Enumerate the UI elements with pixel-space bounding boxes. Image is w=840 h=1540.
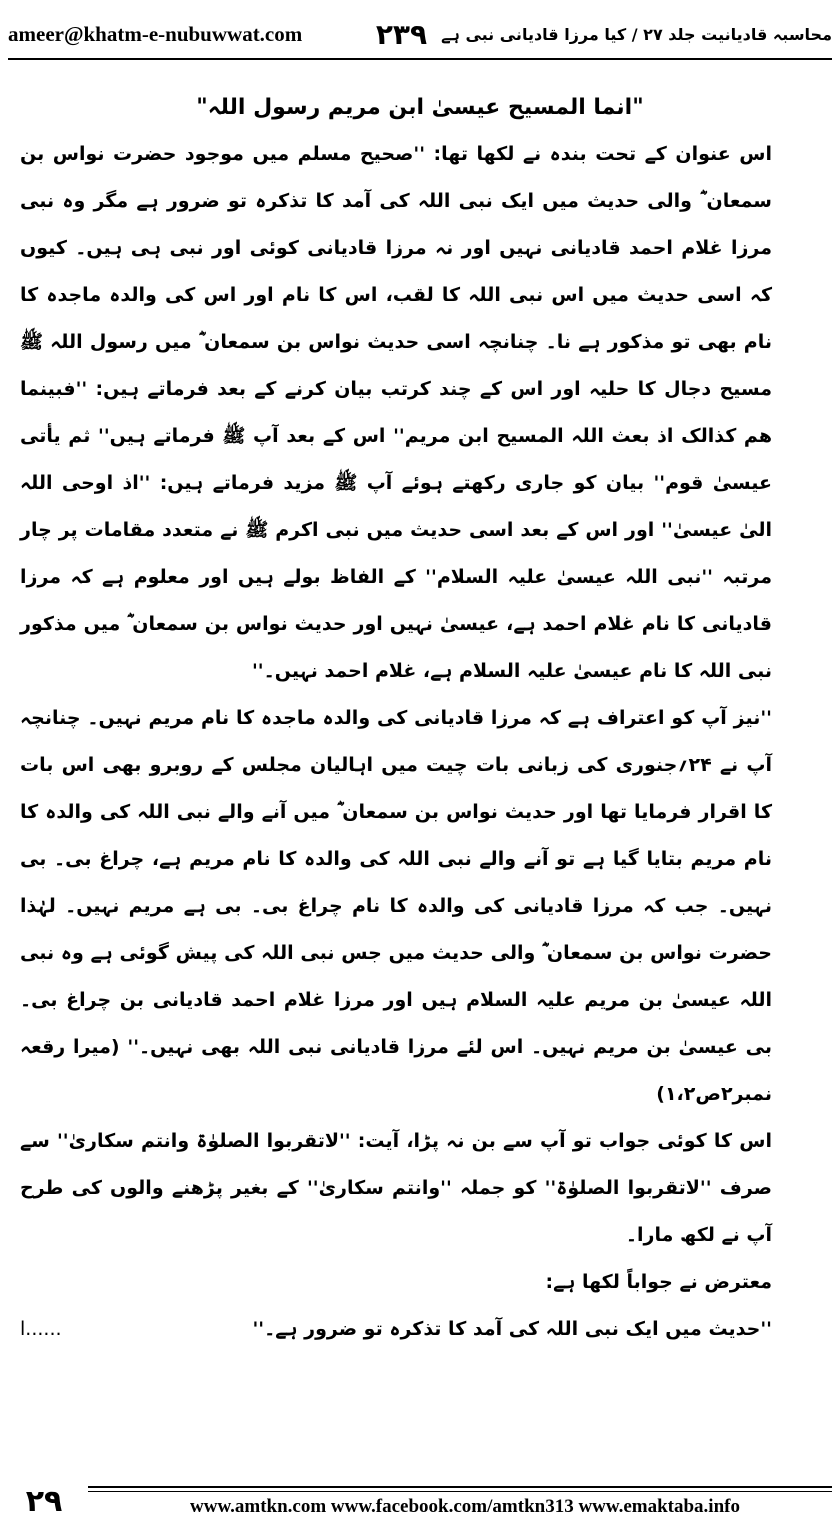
section-heading: "انما المسیح عیسیٰ ابن مریم رسول اللہ" [196, 95, 644, 120]
footer-rule [88, 1486, 832, 1488]
footer-rule-thin [88, 1491, 832, 1492]
footnote-line [20, 1306, 820, 1353]
header-page-number: ۲۳۹ [375, 17, 428, 51]
paragraph-4: معترض نے جواباً لکھا ہے: [545, 1271, 772, 1293]
paragraph-2: ''نیز آپ کو اعتراف ہے کہ مرزا قادیانی کی والدہ ماجدہ کا نام مریم نہیں۔ چنانچہ آپ نے ۲۴؍جنوری کی زبانی بات چیت میں اہالیان مجلس کے روبرو بھی اس بات کا اقرار فرمایا تھا اور حدیث نواس بن سمعان ؓ میں آنے والے نبی اللہ کی والدہ کا نام مریم بتایا گیا ہے تو آنے والے نبی اللہ کی والدہ کا نام مریم ہے، چراغ بی۔ بی نہیں۔ جب کہ مرزا قادیانی کی والدہ کا نام چراغ بی۔ بی ہے مریم نہیں۔ لہٰذا حضرت نواس بن سمعان ؓ والی حدیث میں جس نبی اللہ کی پیش گوئی ہے وہ نبی اللہ عیسیٰ بن مریم علیہ السلام ہیں اور مرزا غلام احمد قادیانی بن چراغ بی۔ بی عیسیٰ بن مریم نہیں۔ اس لئے مرزا قادیانی نبی اللہ بھی نہیں۔'' (میرا رقعہ نمبر۲ص۱،۲) [20, 707, 772, 1105]
header-email: ameer@khatm-e-nubuwwat.com [8, 21, 303, 46]
header-right-group [376, 18, 832, 51]
footnote-marker: ا...... [20, 1318, 62, 1340]
footer-links: www.amtkn.com www.facebook.com/amtkn313 www.emaktaba.info [190, 1496, 740, 1517]
page-body [20, 84, 820, 1353]
page-header [8, 14, 832, 54]
paragraph-3: اس کا کوئی جواب تو آپ سے بن نہ پڑا، آیت: ''لاتقربوا الصلوٰۃ وانتم سکاریٰ'' سے صرف ''لاتقربوا الصلوٰۃ'' کو جملہ ''وانتم سکاریٰ'' کے بغیر پڑھنے والوں کی طرح آپ نے لکھ مارا۔ [20, 1130, 772, 1246]
header-rule [8, 58, 832, 60]
footer-page-number: ۲۹ [25, 1483, 63, 1519]
footnote-text: ''حدیث میں ایک نبی اللہ کی آمد کا تذکرہ تو ضرور ہے۔'' [252, 1318, 772, 1340]
paragraph-1: اس عنوان کے تحت بندہ نے لکھا تھا: ''صحیح مسلم میں موجود حضرت نواس بن سمعان ؓ والی حدیث میں ایک نبی اللہ کی آمد کا تذکرہ تو ضرور ہے مگر وہ نبی مرزا غلام احمد قادیانی نہیں اور نہ مرزا قادیانی کوئی اور نبی ہی ہیں۔ کیوں کہ اسی حدیث میں اس نبی اللہ کا لقب، اس کا نام اور اس کی والدہ ماجدہ کا نام بھی تو مذکور ہے نا۔ چنانچہ اسی حدیث نواس بن سمعان ؓ میں رسول اللہ ﷺ مسیح دجال کا حلیہ اور اس کے چند کرتب بیان کرنے کے بعد فرماتے ہیں: ''فبینما ھم کذالک اذ بعث اللہ المسیح ابن مریم'' اس کے بعد آپ ﷺ فرماتے ہیں'' ثم یأتی عیسیٰ قوم'' بیان کو جاری رکھتے ہوئے آپ ﷺ مزید فرماتے ہیں: ''اذ اوحی اللہ الیٰ عیسیٰ'' اور اس کے بعد اسی حدیث میں نبی اکرم ﷺ نے متعدد مقامات پر چار مرتبہ ''نبی اللہ عیسیٰ علیہ السلام'' کے الفاظ بولے ہیں اور معلوم ہے کہ مرزا قادیانی کا نام غلام احمد ہے، عیسیٰ نہیں اور حدیث نواس بن سمعان ؓ میں مذکور نبی اللہ کا نام عیسیٰ علیہ السلام ہے، غلام احمد نہیں۔'' [20, 143, 772, 682]
page-footer [8, 1476, 832, 1532]
header-book-title: محاسبہ قادیانیت جلد ۲۷ / کیا مرزا قادیانی نبی ہے [441, 24, 832, 44]
